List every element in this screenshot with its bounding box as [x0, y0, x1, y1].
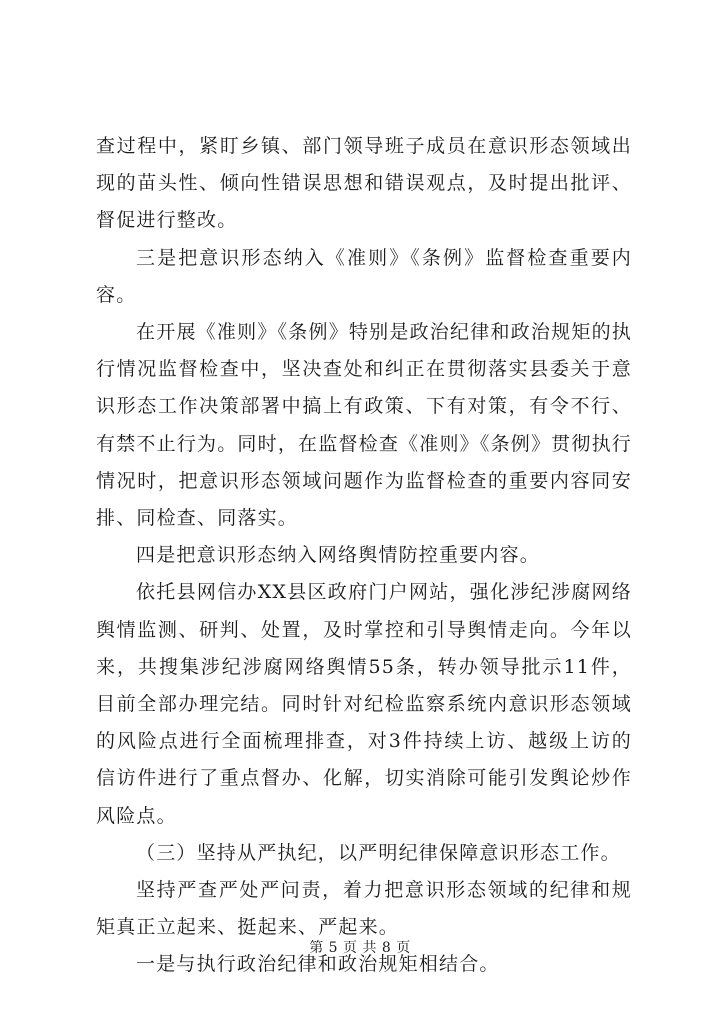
paragraph-2-heading: 三是把意识形态纳入《准则》《条例》监督检查重要内容。: [96, 246, 632, 306]
paragraph-7: 坚持严查严处严问责，着力把意识形态领域的纪律和规矩真正立起来、挺起来、严起来。: [96, 879, 632, 939]
page-number-footer: 第 5 页 共 8 页: [309, 940, 411, 956]
document-body: [96, 128, 632, 984]
paragraph-3: 在开展《准则》《条例》特别是政治纪律和政治规矩的执行情况监督检查中，坚决查处和纠正在贯彻落实县委关于意识形态工作决策部署中搞上有政策、下有对策，有令不行、有禁不止行为。同时，在监督检查《准则》《条例》贯彻执行情况时，把意识形态领域问题作为监督检查的重要内容同安排、同检查、同落实。: [96, 321, 632, 530]
paragraph-6-section-heading: （三）坚持从严执纪，以严明纪律保障意识形态工作。: [136, 841, 621, 864]
paragraph-5: 依托县网信办XX县区政府门户网站，强化涉纪涉腐网络舆情监测、研判、处置，及时掌控和引导舆情走向。今年以来，共搜集涉纪涉腐网络舆情55条，转办领导批示11件，目前全部办理完结。同时针对纪检监察系统内意识形态领域的风险点进行全面梳理排查，对3件持续上访、越级上访的信访件进行了重点督办、化解，切实消除可能引发舆论炒作风险点。: [96, 581, 632, 827]
paragraph-8-heading: 一是与执行政治纪律和政治规矩相结合。: [136, 953, 500, 976]
paragraph-1: 查过程中，紧盯乡镇、部门领导班子成员在意识形态领域出现的苗头性、倾向性错误思想和错误观点，及时提出批评、督促进行整改。: [96, 135, 632, 232]
paragraph-4-heading: 四是把意识形态纳入网络舆情防控重要内容。: [136, 544, 541, 567]
